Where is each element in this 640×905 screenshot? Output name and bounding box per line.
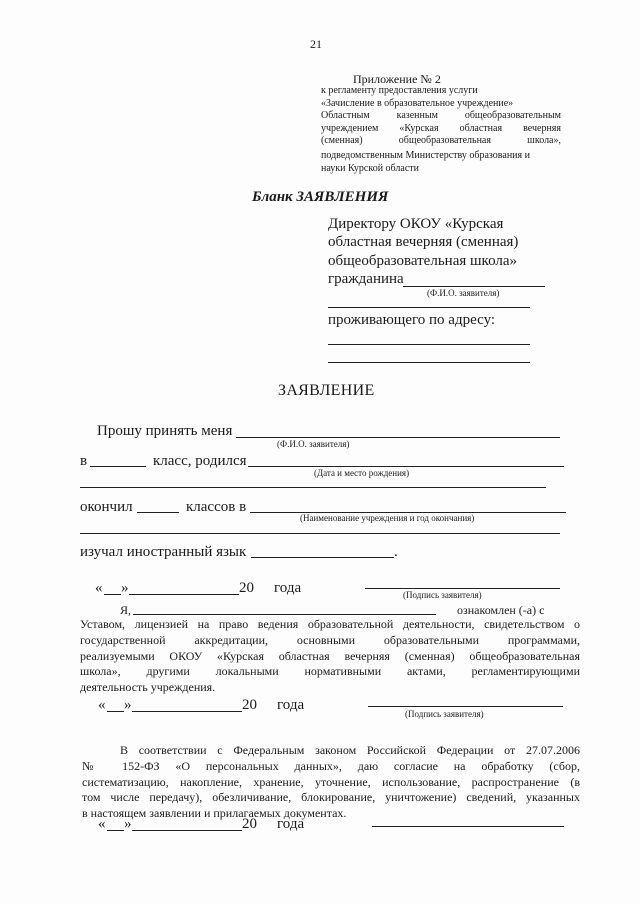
appendix-body: [321, 110, 561, 148]
consent-line: В соответствии с Федеральным законом Российской Федерации от 27.07.2006: [120, 743, 580, 757]
date-day-line-1[interactable]: [104, 594, 121, 595]
birth-line-2[interactable]: [80, 487, 546, 488]
consent-text: [82, 743, 580, 822]
institution-caption: (Наименование учреждения и год окончания): [300, 513, 475, 523]
i-label: Я,: [120, 603, 132, 617]
consent-line: № 152-ФЗ «О персональных данных», даю согласие на обработку (сбор,: [82, 758, 580, 773]
appendix-line-2: «Зачисление в образовательное учреждение»: [321, 98, 514, 109]
date-year-prefix-3: 20: [242, 816, 257, 832]
acquainted-label: ознакомлен (-а) с: [457, 603, 545, 617]
address-label: проживающего по адресу:: [328, 312, 496, 328]
date-day-line-2[interactable]: [107, 711, 124, 712]
date-year-prefix-2: 20: [242, 697, 257, 713]
accept-label: Прошу принять меня: [97, 423, 233, 439]
date-month-line-1[interactable]: [129, 594, 239, 595]
page-number: 21: [310, 37, 322, 51]
date-month-line-3[interactable]: [132, 830, 242, 831]
date-open-quote-1: «: [95, 580, 103, 596]
signature-line-1[interactable]: [365, 588, 560, 589]
date-month-line-2[interactable]: [132, 711, 242, 712]
citizen-fio-line-2[interactable]: [328, 307, 530, 308]
appendix-line-1: к регламенту предоставления услуги: [321, 85, 478, 96]
date-year-word-1: года: [274, 580, 302, 596]
birth-caption: (Дата и место рождения): [314, 468, 410, 478]
addressee-line-3: общеобразовательная школа»: [328, 253, 518, 269]
date-close-quote-2: »: [124, 697, 132, 713]
appendix-line-6: подведомственным Министерству образования и: [321, 150, 530, 161]
language-line[interactable]: [251, 557, 394, 558]
signature-caption-2: (Подпись заявителя): [405, 709, 484, 719]
appendix-title: Приложение № 2: [353, 72, 441, 86]
citizen-fio-line[interactable]: [403, 286, 545, 287]
institution-line-2[interactable]: [80, 533, 560, 534]
date-day-line-3[interactable]: [107, 830, 124, 831]
classes-label: классов в: [186, 499, 247, 515]
consent-line: том числе передачу), обезличивание, блокирование, уничтожение) сведений, указанных: [82, 790, 580, 805]
date-year-word-2: года: [277, 697, 305, 713]
signature-line-3[interactable]: [372, 826, 564, 827]
address-line-2[interactable]: [328, 362, 530, 363]
signature-caption-1: (Подпись заявителя): [403, 590, 482, 600]
finished-label: окончил: [80, 499, 133, 515]
language-label: изучал иностранный язык: [80, 544, 247, 560]
date-year-prefix-1: 20: [239, 580, 254, 596]
class-born-label: класс, родился: [153, 453, 247, 469]
language-end: .: [394, 544, 398, 560]
in-label: в: [80, 453, 88, 469]
appendix-line-7: науки Курской области: [321, 163, 419, 174]
acquaint-line: школа», другими локальными нормативными актами, регламентирующими: [80, 664, 580, 679]
statement-heading: ЗАЯВЛЕНИЕ: [278, 382, 375, 399]
consent-line: систематизацию, накопление, хранение, уточнение, использование, распространение (в: [82, 774, 580, 789]
date-open-quote-2: «: [98, 697, 106, 713]
acquaint-text: [80, 617, 580, 696]
acquaint-line: государственной аккредитации, основными образовательными программами,: [80, 632, 580, 647]
date-close-quote-3: »: [124, 816, 132, 832]
citizen-label: гражданина: [328, 271, 404, 287]
addressee-line-2: областная вечерняя (сменная): [328, 234, 519, 250]
date-year-word-3: года: [277, 816, 305, 832]
address-line-1[interactable]: [328, 344, 530, 345]
consent-line: в настоящем заявлении и прилагаемых документах.: [82, 806, 347, 821]
birth-line[interactable]: [248, 466, 564, 467]
citizen-fio-caption: (Ф.И.О. заявителя): [427, 288, 500, 298]
classes-count-line[interactable]: [137, 512, 179, 513]
acquaint-fio-line[interactable]: [133, 614, 436, 615]
acquaint-line: Уставом, лицензией на право ведения образовательной деятельности, свидетельством о: [80, 617, 580, 631]
appendix-body-line: учреждением «Курская областная вечерняя: [321, 122, 561, 134]
date-close-quote-1: »: [121, 580, 129, 596]
addressee-line-1: Директору ОКОУ «Курская: [328, 216, 504, 232]
date-open-quote-3: «: [98, 816, 106, 832]
class-number-line[interactable]: [90, 466, 146, 467]
applicant-fio-caption: (Ф.И.О. заявителя): [277, 439, 350, 449]
acquaint-line: реализуемыми ОКОУ «Курская областная вечерняя (сменная) общеобразовательная: [80, 648, 580, 663]
appendix-body-line: (сменная) общеобразовательная школа»,: [321, 135, 561, 147]
acquaint-line: деятельность учреждения.: [80, 680, 216, 695]
appendix-body-line: Областным казенным общеобразовательным: [321, 110, 561, 121]
form-title: Бланк ЗАЯВЛЕНИЯ: [252, 189, 389, 205]
applicant-fio-line[interactable]: [236, 437, 560, 438]
signature-line-2[interactable]: [368, 706, 563, 707]
